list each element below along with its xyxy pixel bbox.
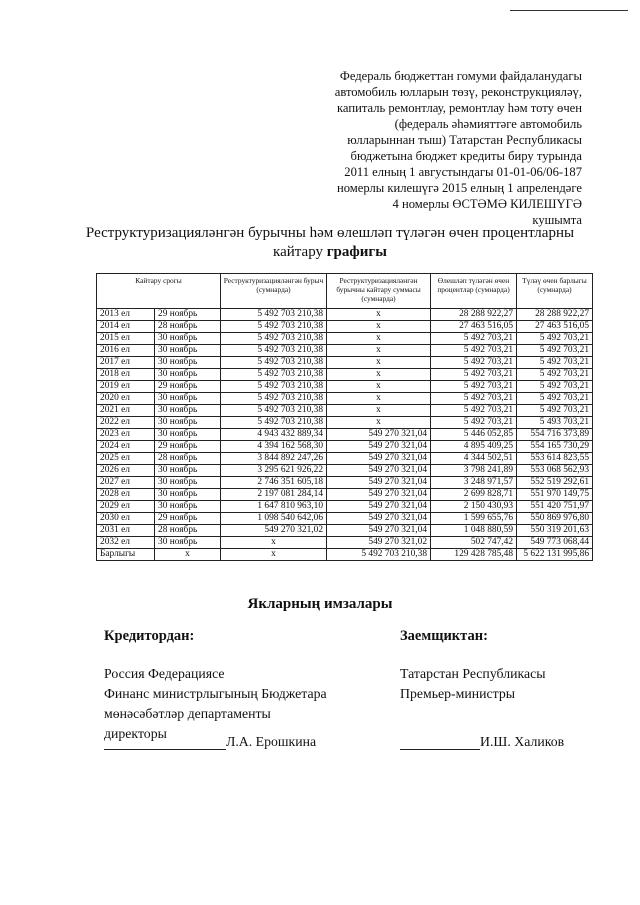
cell-repay: х xyxy=(327,345,431,357)
cell-repay: х xyxy=(327,321,431,333)
cell-debt: 5 492 703 210,38 xyxy=(221,417,327,429)
cell-debt: 5 492 703 210,38 xyxy=(221,321,327,333)
cell-repay: 5 492 703 210,38 xyxy=(327,549,431,561)
table-row xyxy=(97,477,593,489)
cell-date: 30 ноябрь xyxy=(155,417,221,429)
document-title xyxy=(60,224,600,262)
cell-year: 2018 ел xyxy=(97,369,155,381)
cell-date: 30 ноябрь xyxy=(155,429,221,441)
cell-date: 30 ноябрь xyxy=(155,369,221,381)
cell-interest: 502 747,42 xyxy=(431,537,517,549)
cell-repay: х xyxy=(327,333,431,345)
borrower-signature xyxy=(400,734,564,750)
cell-year: 2032 ел xyxy=(97,537,155,549)
cell-total: 5 492 703,21 xyxy=(517,393,593,405)
cell-repay: 549 270 321,04 xyxy=(327,465,431,477)
cell-total: 5 493 703,21 xyxy=(517,417,593,429)
cell-interest: 28 288 922,27 xyxy=(431,309,517,321)
table-row xyxy=(97,405,593,417)
title-line-2-normal: кайтару xyxy=(273,244,327,260)
borrower-line: Татарстан Республикасы xyxy=(400,666,546,681)
cell-repay: х xyxy=(327,369,431,381)
header-line: Федераль бюджеттан гомуми файдаланудагы xyxy=(339,69,582,83)
cell-repay: х xyxy=(327,417,431,429)
borrower-block xyxy=(400,626,630,704)
table-row xyxy=(97,525,593,537)
cell-interest: 1 048 880,59 xyxy=(431,525,517,537)
cell-total: 5 492 703,21 xyxy=(517,381,593,393)
cell-repay: 549 270 321,04 xyxy=(327,429,431,441)
table-row xyxy=(97,429,593,441)
cell-debt: 1 098 540 642,06 xyxy=(221,513,327,525)
cell-date: 30 ноябрь xyxy=(155,333,221,345)
cell-debt: 5 492 703 210,38 xyxy=(221,381,327,393)
cell-year: 2029 ел xyxy=(97,501,155,513)
cell-debt: 5 492 703 210,38 xyxy=(221,309,327,321)
table-total-row xyxy=(97,549,593,561)
cell-repay: х xyxy=(327,309,431,321)
cell-total: 554 165 730,29 xyxy=(517,441,593,453)
cell-debt: 5 492 703 210,38 xyxy=(221,345,327,357)
cell-year: 2016 ел xyxy=(97,345,155,357)
cell-total: 5 492 703,21 xyxy=(517,345,593,357)
cell-year: 2027 ел xyxy=(97,477,155,489)
header-line: бюджетына бюджет кредиты биру турында xyxy=(350,149,582,163)
cell-date: 30 ноябрь xyxy=(155,465,221,477)
table-row xyxy=(97,369,593,381)
cell-repay: х xyxy=(327,405,431,417)
creditor-heading: Кредитордан: xyxy=(104,628,195,644)
cell-interest: 5 492 703,21 xyxy=(431,333,517,345)
cell-interest: 4 895 409,25 xyxy=(431,441,517,453)
header-line: капиталь ремонтлау, ремонтлау һәм тоту өчен xyxy=(337,101,582,115)
table-row xyxy=(97,453,593,465)
cell-total: 5 492 703,21 xyxy=(517,357,593,369)
cell-year: 2020 ел xyxy=(97,393,155,405)
cell-debt: 549 270 321,02 xyxy=(221,525,327,537)
cell-interest: 5 492 703,21 xyxy=(431,357,517,369)
cell-debt: 5 492 703 210,38 xyxy=(221,405,327,417)
header-debt: Реструктуризацияләнгән бурыч (сумнарда) xyxy=(221,274,327,309)
cell-total: 549 773 068,44 xyxy=(517,537,593,549)
cell-interest: 27 463 516,05 xyxy=(431,321,517,333)
cell-interest: 1 599 655,76 xyxy=(431,513,517,525)
cell-total: 5 492 703,21 xyxy=(517,405,593,417)
cell-debt: 5 492 703 210,38 xyxy=(221,357,327,369)
header-line: юлларыннан тыш) Татарстан Республикасы xyxy=(347,133,582,147)
cell-date: 29 ноябрь xyxy=(155,513,221,525)
cell-debt: 5 492 703 210,38 xyxy=(221,393,327,405)
cell-debt: х xyxy=(221,549,327,561)
cell-debt: 3 844 892 247,26 xyxy=(221,453,327,465)
table-row xyxy=(97,465,593,477)
cell-total: 28 288 922,27 xyxy=(517,309,593,321)
table-row xyxy=(97,441,593,453)
table-row xyxy=(97,309,593,321)
cell-repay: х xyxy=(327,381,431,393)
cell-debt: 5 492 703 210,38 xyxy=(221,333,327,345)
cell-interest: 5 446 052,85 xyxy=(431,429,517,441)
cell-debt: 2 746 351 605,18 xyxy=(221,477,327,489)
header-line: автомобиль юлларын төзү, реконструкцияләү, xyxy=(334,85,582,99)
cell-date: 30 ноябрь xyxy=(155,405,221,417)
cell-interest: 5 492 703,21 xyxy=(431,417,517,429)
cell-date: 28 ноябрь xyxy=(155,321,221,333)
borrower-name: И.Ш. Халиков xyxy=(480,734,565,749)
cell-year: 2025 ел xyxy=(97,453,155,465)
cell-interest: 2 699 828,71 xyxy=(431,489,517,501)
cell-interest: 5 492 703,21 xyxy=(431,405,517,417)
cell-debt: 1 647 810 963,10 xyxy=(221,501,327,513)
cell-total: 552 519 292,61 xyxy=(517,477,593,489)
cell-year: 2021 ел xyxy=(97,405,155,417)
cell-interest: 4 344 502,51 xyxy=(431,453,517,465)
cell-interest: 5 492 703,21 xyxy=(431,381,517,393)
cell-date: 30 ноябрь xyxy=(155,537,221,549)
cell-debt: 2 197 081 284,14 xyxy=(221,489,327,501)
borrower-line: Премьер-министры xyxy=(400,686,515,701)
cell-interest: 3 798 241,89 xyxy=(431,465,517,477)
cell-repay: 549 270 321,04 xyxy=(327,513,431,525)
cell-total: 5 492 703,21 xyxy=(517,369,593,381)
cell-interest: 5 492 703,21 xyxy=(431,393,517,405)
cell-total: 553 068 562,93 xyxy=(517,465,593,477)
cell-interest: 5 492 703,21 xyxy=(431,369,517,381)
cell-repay: 549 270 321,04 xyxy=(327,501,431,513)
cell-date: 29 ноябрь xyxy=(155,309,221,321)
appendix-header xyxy=(320,68,582,228)
table-row xyxy=(97,333,593,345)
cell-repay: х xyxy=(327,357,431,369)
cell-year: 2015 ел xyxy=(97,333,155,345)
cell-debt: 5 492 703 210,38 xyxy=(221,369,327,381)
cell-total: 551 420 751,97 xyxy=(517,501,593,513)
header-term: Кайтару срогы xyxy=(97,274,221,309)
cell-total: 5 622 131 995,86 xyxy=(517,549,593,561)
cell-date: 28 ноябрь xyxy=(155,453,221,465)
cell-date: х xyxy=(155,549,221,561)
creditor-line: Финанс министрлыгының Бюджетара xyxy=(104,686,327,701)
table-row xyxy=(97,393,593,405)
cell-total: 551 970 149,75 xyxy=(517,489,593,501)
cell-total-label: Барлыгы xyxy=(97,549,155,561)
cell-year: 2031 ел xyxy=(97,525,155,537)
title-line-2-bold: графигы xyxy=(326,244,387,260)
cell-repay: 549 270 321,04 xyxy=(327,441,431,453)
cell-repay: 549 270 321,04 xyxy=(327,477,431,489)
cell-interest: 2 150 430,93 xyxy=(431,501,517,513)
creditor-line: Россия Федерациясе xyxy=(104,666,225,681)
table-row xyxy=(97,501,593,513)
cell-date: 29 ноябрь xyxy=(155,441,221,453)
cell-repay: 549 270 321,04 xyxy=(327,453,431,465)
cell-debt: 3 295 621 926,22 xyxy=(221,465,327,477)
cell-date: 30 ноябрь xyxy=(155,501,221,513)
header-interest: Өлешләп түләгән өчен процентлар (сумнарда) xyxy=(431,274,517,309)
cell-date: 28 ноябрь xyxy=(155,525,221,537)
cell-year: 2030 ел xyxy=(97,513,155,525)
cell-date: 30 ноябрь xyxy=(155,393,221,405)
title-line-1: Реструктуризацияләнгән бурычны һәм өлешләп түләгән өчен процентларны xyxy=(85,225,575,241)
cell-date: 30 ноябрь xyxy=(155,489,221,501)
cell-total: 550 869 976,80 xyxy=(517,513,593,525)
table-row xyxy=(97,357,593,369)
top-rule xyxy=(510,10,628,11)
table-row xyxy=(97,537,593,549)
creditor-line: директоры xyxy=(104,726,167,741)
cell-date: 29 ноябрь xyxy=(155,381,221,393)
cell-date: 30 ноябрь xyxy=(155,477,221,489)
creditor-line: мөнәсәбәтләр департаменты xyxy=(104,706,271,721)
borrower-heading: Заемщиктан: xyxy=(400,628,488,644)
creditor-name: Л.А. Ерошкина xyxy=(226,734,317,749)
cell-year: 2017 ел xyxy=(97,357,155,369)
header-line: номерлы килешүгә 2015 елның 1 апрелендәге xyxy=(336,181,582,195)
repayment-schedule-table xyxy=(96,273,593,561)
table-header-row xyxy=(97,274,593,309)
cell-year: 2019 ел xyxy=(97,381,155,393)
table-row xyxy=(97,513,593,525)
cell-year: 2022 ел xyxy=(97,417,155,429)
cell-debt: 4 394 162 568,30 xyxy=(221,441,327,453)
cell-date: 30 ноябрь xyxy=(155,357,221,369)
cell-repay: х xyxy=(327,393,431,405)
cell-year: 2026 ел xyxy=(97,465,155,477)
header-line: (федераль әһәмияттәге автомобиль xyxy=(394,117,582,131)
cell-debt: х xyxy=(221,537,327,549)
table-row xyxy=(97,417,593,429)
cell-year: 2013 ел xyxy=(97,309,155,321)
cell-year: 2023 ел xyxy=(97,429,155,441)
cell-repay: 549 270 321,04 xyxy=(327,489,431,501)
signature-line xyxy=(400,735,480,750)
cell-repay: 549 270 321,04 xyxy=(327,525,431,537)
cell-repay: 549 270 321,02 xyxy=(327,537,431,549)
cell-year: 2028 ел xyxy=(97,489,155,501)
cell-total: 5 492 703,21 xyxy=(517,333,593,345)
header-line: 4 номерлы ӨСТӘМӘ КИЛЕШҮГӘ xyxy=(392,197,582,211)
table-row xyxy=(97,381,593,393)
header-line: 2011 елның 1 августындагы 01-01-06/06-187 xyxy=(344,165,582,179)
cell-total: 553 614 823,55 xyxy=(517,453,593,465)
creditor-block xyxy=(104,626,384,744)
cell-interest: 5 492 703,21 xyxy=(431,345,517,357)
signatures-title: Якларның имзалары xyxy=(247,596,393,612)
cell-year: 2024 ел xyxy=(97,441,155,453)
cell-date: 30 ноябрь xyxy=(155,345,221,357)
header-line: кушымта xyxy=(532,213,582,227)
cell-interest: 129 428 785,48 xyxy=(431,549,517,561)
creditor-signature xyxy=(104,734,316,750)
cell-year: 2014 ел xyxy=(97,321,155,333)
cell-total: 550 319 201,63 xyxy=(517,525,593,537)
header-repay: Реструктуризацияләнгән бурычны кайтару суммасы (сумнарда) xyxy=(327,274,431,309)
cell-total: 554 716 373,89 xyxy=(517,429,593,441)
signature-line xyxy=(104,735,226,750)
cell-debt: 4 943 432 889,34 xyxy=(221,429,327,441)
title-line-2 xyxy=(60,243,600,262)
cell-interest: 3 248 971,57 xyxy=(431,477,517,489)
cell-total: 27 463 516,05 xyxy=(517,321,593,333)
table-row xyxy=(97,345,593,357)
table-row xyxy=(97,321,593,333)
table-row xyxy=(97,489,593,501)
header-total: Түләү өчен барлыгы (сумнарда) xyxy=(517,274,593,309)
